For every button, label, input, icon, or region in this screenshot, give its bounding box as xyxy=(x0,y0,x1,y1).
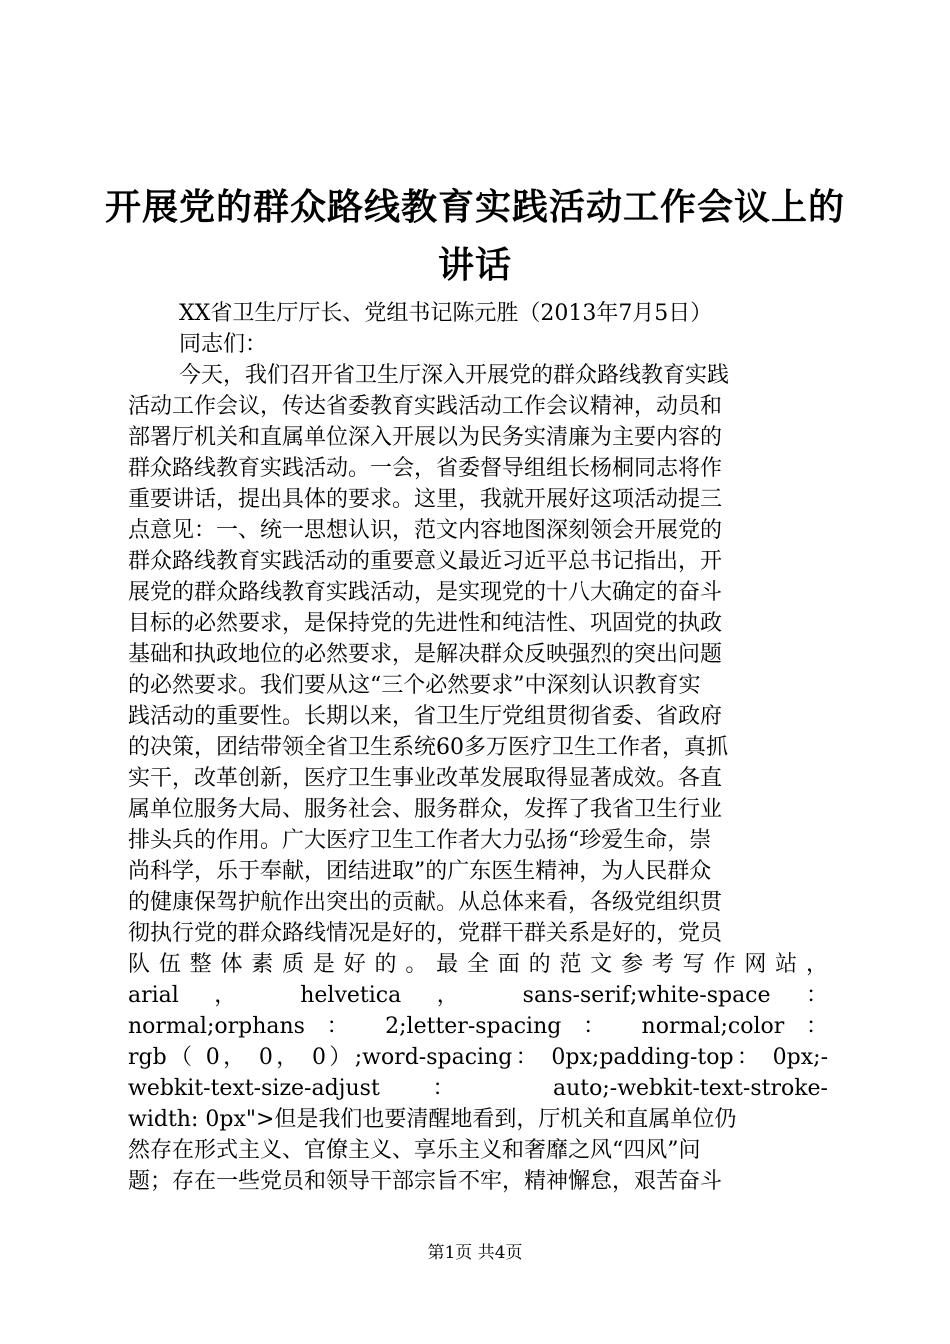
body-line: webkit-text-size-adjust ： auto;-webkit-text-stroke- xyxy=(128,1076,828,1101)
author-line: XX省卫生厅厅长、党组书记陈元胜（2013年7月5日） xyxy=(179,301,713,326)
body-line: 题；存在一些党员和领导干部宗旨不牢，精神懈怠，艰苦奋斗 xyxy=(128,1169,723,1194)
body-line: 今天，我们召开省卫生厅深入开展党的群众路线教育实践 xyxy=(179,363,730,388)
body-line: 然存在形式主义、官僚主义、享乐主义和奢靡之风“四风”问 xyxy=(128,1138,701,1163)
body-line: 属单位服务大局、服务社会、服务群众，发挥了我省卫生行业 xyxy=(128,797,723,822)
body-line: 目标的必然要求，是保持党的先进性和纯洁性、巩固党的执政 xyxy=(128,611,723,636)
body-line: 队 伍 整 体 素 质 是 好 的 。 最 全 面 的 范 文 参 考 写 作 网 站 ， xyxy=(128,952,828,977)
body-line: 活动工作会议，传达省委教育实践活动工作会议精神，动员和 xyxy=(128,394,723,419)
document-title-line-1: 开展党的群众路线教育实践活动工作会议上的 xyxy=(104,187,845,228)
body-line: width: 0px">但是我们也要清醒地看到，厅机关和直属单位仍 xyxy=(128,1107,737,1132)
body-line: 的健康保驾护航作出突出的贡献。从总体来看，各级党组织贯 xyxy=(128,890,723,915)
body-line: 的必然要求。我们要从这“三个必然要求”中深刻认识教育实 xyxy=(128,673,701,698)
body-line: 群众路线教育实践活动。一会，省委督导组组长杨桐同志将作 xyxy=(128,456,723,481)
body-line: 展党的群众路线教育实践活动，是实现党的十八大确定的奋斗 xyxy=(128,580,723,605)
body-line: arial ， helvetica ， sans-serif;white-space ： xyxy=(128,983,828,1008)
body-line: 尚科学，乐于奉献，团结进取”的广东医生精神，为人民群众 xyxy=(128,859,712,884)
body-line: rgb（ 0， 0， 0）;word-spacing： 0px;padding-top： 0px;- xyxy=(128,1045,828,1070)
body-line: normal;orphans ： 2;letter-spacing ： normal;color ： xyxy=(128,1014,828,1039)
page-number-footer: 第1页 共4页 xyxy=(427,1243,523,1263)
salutation: 同志们： xyxy=(179,332,268,357)
body-line: 彻执行党的群众路线情况是好的，党群干群关系是好的，党员 xyxy=(128,921,723,946)
body-line: 的决策，团结带领全省卫生系统60多万医疗卫生工作者，真抓 xyxy=(128,735,728,760)
body-line: 重要讲话，提出具体的要求。这里，我就开展好这项活动提三 xyxy=(128,487,723,512)
body-line: 践活动的重要性。长期以来，省卫生厅党组贯彻省委、省政府 xyxy=(128,704,723,729)
body-line: 实干，改革创新，医疗卫生事业改革发展取得显著成效。各直 xyxy=(128,766,723,791)
body-line: 群众路线教育实践活动的重要意义最近习近平总书记指出，开 xyxy=(128,549,723,574)
body-line: 排头兵的作用。广大医疗卫生工作者大力弘扬“珍爱生命，崇 xyxy=(128,828,712,853)
body-line: 部署厅机关和直属单位深入开展以为民务实清廉为主要内容的 xyxy=(128,425,723,450)
document-title-line-2: 讲话 xyxy=(437,245,512,286)
document-body xyxy=(128,298,828,1197)
body-line: 基础和执政地位的必然要求，是解决群众反映强烈的突出问题 xyxy=(128,642,723,667)
body-line: 点意见：一、统一思想认识，范文内容地图深刻领会开展党的 xyxy=(128,518,723,543)
